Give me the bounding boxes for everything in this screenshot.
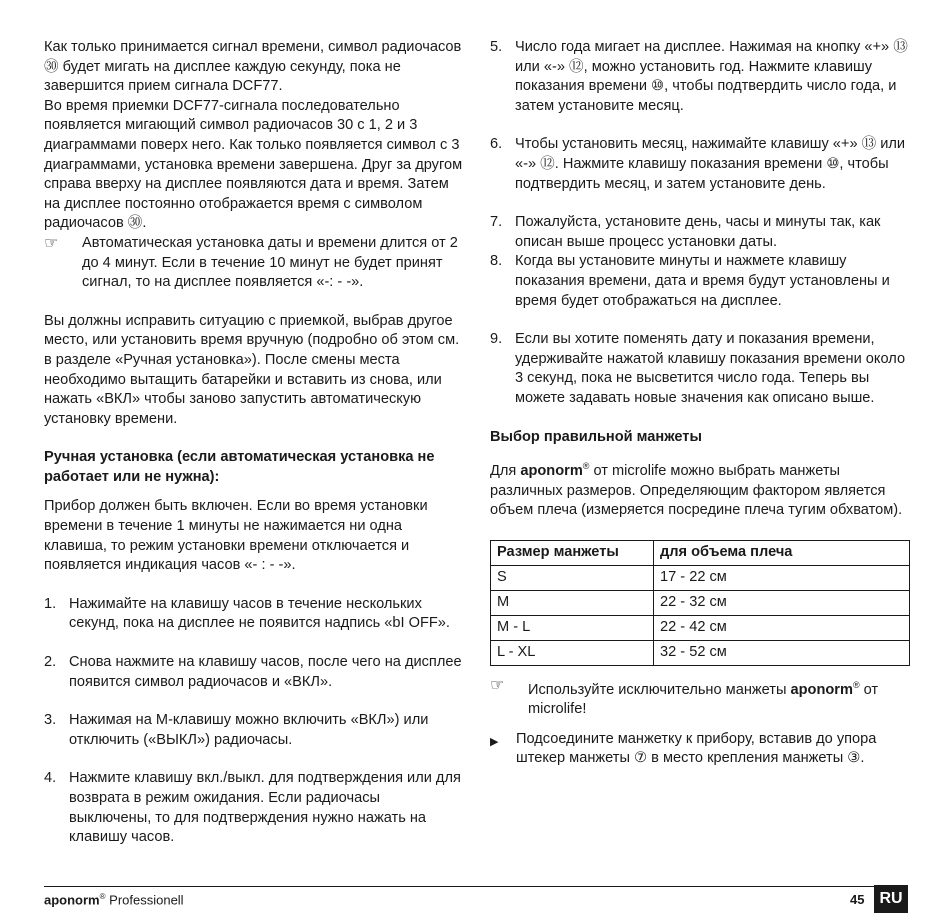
product-name: Professionell — [105, 892, 184, 908]
list-text: Если вы хотите поменять дату и показания времени, удерживайте нажатой клавишу показания времени около 3 секунд, пока не высветится число года. Теперь вы можете задавать новые значения как описано выше. — [515, 331, 906, 406]
table-row — [491, 640, 910, 665]
note-prefix: Используйте исключительно манжеты — [528, 681, 791, 698]
spacer — [44, 576, 464, 595]
list-number: 4. — [44, 770, 57, 787]
spacer — [44, 750, 464, 769]
instruction-connect-cuff — [490, 730, 910, 769]
paragraph-reception-fix: Вы должны исправить ситуацию с приемкой, выбрав другое место, или установить время вручную (подробно об этом см. в разделе «Ручная установка»). После смены места необходимо вытащить батарейки и вставить из снова, или нажать «ВКЛ» чтобы заново запустить автоматическую установку времени. — [44, 312, 460, 427]
list-item — [490, 38, 910, 116]
spacer — [44, 692, 464, 711]
list-item — [490, 330, 910, 408]
note-suffix: от microlife! — [528, 681, 879, 718]
spacer — [490, 666, 910, 676]
list-number: 7. — [490, 214, 503, 231]
table-row — [491, 615, 910, 640]
page-number: 45 — [850, 892, 865, 907]
left-column — [44, 38, 464, 848]
spacer — [44, 487, 464, 497]
list-number: 2. — [44, 654, 57, 671]
table-cell: L - XL — [491, 640, 654, 665]
table-cell: 22 - 32 см — [654, 590, 910, 615]
instruction-text: Подсоедините манжетку к прибору, вставив до упора штекер манжеты ⑦ в место крепления манжеты ③. — [516, 730, 877, 767]
table-cell: S — [491, 565, 654, 590]
list-item — [490, 252, 910, 311]
footer-brand — [44, 892, 184, 907]
table-cell: M - L — [491, 615, 654, 640]
note-text — [528, 676, 910, 720]
table-header-cell: Размер манжеты — [491, 540, 654, 565]
list-number: 5. — [490, 39, 503, 55]
table-row — [491, 565, 910, 590]
paragraph-dcf77-reception: Во время приемки DCF77-сигнала последовательно появляется мигающий символ радиочасов 30 с 1, 2 и 3 диаграммами поверх него. Как только появляется символ с 3 диаграммами, установка времени завершена. Друг за другом справа вверху на дисплее появляются дата и время. Затем на дисплее постоянно отображается время с символом радиочасов ㉚. — [44, 97, 463, 232]
paragraph-manual-intro: Прибор должен быть включен. Если во время установки времени в течение 1 минуты не нажимается ни одна клавиша, то режим установки времени отключается и появляется индикация часов «- : - -». — [44, 498, 428, 574]
list-item — [44, 653, 464, 692]
list-text: Пожалуйста, установите день, часы и минуты так, как описан выше процесс установки даты. — [515, 214, 881, 250]
paragraph-cuff-intro — [490, 457, 910, 521]
brand-name: aponorm — [44, 892, 100, 908]
note-text: Автоматическая установка даты и времени длится от 2 до 4 минут. Если в течение 10 минут не будет принят сигнал, то на дисплее появляется «-: - -». — [82, 234, 458, 291]
spacer — [490, 409, 910, 428]
list-number: 9. — [490, 331, 503, 348]
pointing-hand-icon: ☞ — [44, 234, 59, 252]
registered-mark: ® — [99, 892, 106, 901]
list-text: Нажимая на М-клавишу можно включить «ВКЛ») или отключить («ВЫКЛ») радиочасы. — [69, 712, 429, 748]
spacer — [44, 293, 464, 312]
right-column — [490, 38, 910, 769]
registered-mark: ® — [852, 679, 860, 690]
list-number: 3. — [44, 712, 57, 729]
table-cell: 32 - 52 см — [654, 640, 910, 665]
list-number: 1. — [44, 595, 57, 612]
footer-divider — [44, 886, 874, 887]
intro-suffix: от microlife можно выбрать манжеты различных размеров. Определяющим фактором является объем плеча (измеряется посредине плеча тугим обхватом). — [490, 462, 903, 519]
spacer — [44, 429, 464, 448]
list-text: Снова нажмите на клавишу часов, после чего на дисплее появится символ радиочасов и «ВКЛ». — [69, 654, 462, 690]
table-cell: 22 - 42 см — [654, 615, 910, 640]
triangle-bullet-icon: ▶ — [490, 735, 499, 748]
spacer — [490, 720, 910, 730]
list-item — [44, 711, 464, 750]
list-text: Нажмите клавишу вкл./выкл. для подтверждения или для возврата в режим ожидания. Если радиочасы выключены, то для подтверждения нужно нажать на клавишу часов. — [69, 770, 461, 846]
language-badge: RU — [874, 885, 908, 913]
list-item — [44, 769, 464, 847]
heading-cuff-selection: Выбор правильной манжеты — [490, 428, 702, 445]
table-cell: 17 - 22 см — [654, 565, 910, 590]
list-number: 8. — [490, 253, 503, 270]
list-text: Нажимайте на клавишу часов в течение нескольких секунд, пока на дисплее не появится надпись «bI OFF». — [69, 595, 450, 632]
table-header-row — [491, 540, 910, 565]
table-row — [491, 590, 910, 615]
brand-name: aponorm — [790, 681, 853, 698]
spacer — [490, 116, 910, 135]
note-auto-setup — [44, 234, 464, 293]
registered-mark: ® — [582, 461, 590, 472]
spacer — [490, 311, 910, 330]
list-text: Чтобы установить месяц, нажимайте клавишу «+» ⑬ или «-» ⑫. Нажмите клавишу показания времени ⑩, чтобы подтвердить месяц, и затем установите день. — [515, 136, 906, 192]
table-cell: M — [491, 590, 654, 615]
list-item — [490, 213, 910, 252]
paragraph-radio-signal: Как только принимается сигнал времени, символ радиочасов ㉚ будет мигать на дисплее каждую секунду, пока не завершится прием сигнала DCF77. — [44, 39, 462, 95]
list-item — [490, 135, 910, 194]
table-header-cell: для объема плеча — [654, 540, 910, 565]
cuff-size-table — [490, 540, 910, 666]
list-text: Число года мигает на дисплее. Нажимая на кнопку «+» ⑬ или «-» ⑫, можно установить год. Нажмите клавишу показания времени ⑩, чтобы подтвердить число года, и затем установите месяц. — [515, 39, 908, 114]
list-text: Когда вы установите минуты и нажмете клавишу показания времени, дата и время будут установлены и время будет отображаться на дисплее. — [515, 253, 890, 309]
intro-prefix: Для — [490, 462, 521, 479]
list-item — [44, 595, 464, 634]
brand-name: aponorm — [520, 462, 583, 479]
heading-manual-setup: Ручная установка (если автоматическая установка не работает или не нужна): — [44, 449, 435, 485]
note-cuff-only — [490, 676, 910, 720]
spacer — [44, 634, 464, 653]
spacer — [490, 194, 910, 213]
spacer — [490, 447, 910, 457]
spacer — [490, 521, 910, 540]
list-number: 6. — [490, 136, 503, 153]
pointing-hand-icon: ☞ — [490, 676, 505, 694]
